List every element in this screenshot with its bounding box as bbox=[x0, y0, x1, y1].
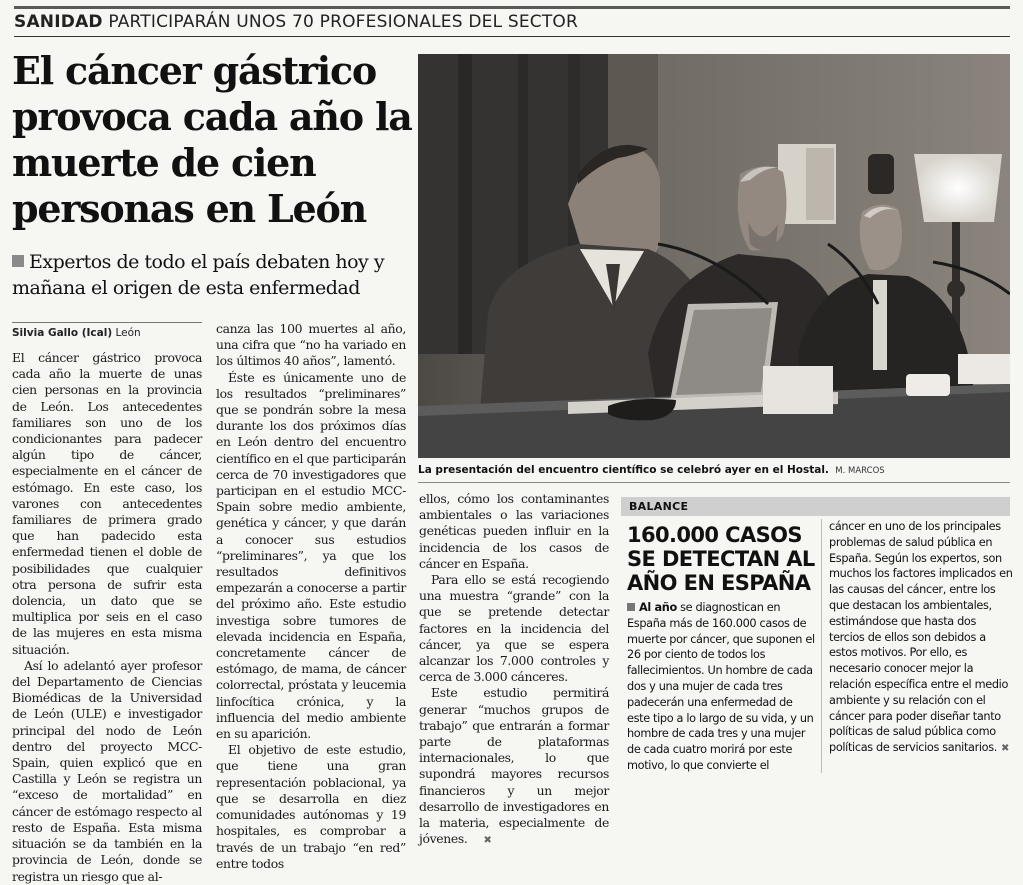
photo-credit: M. MARCOS bbox=[835, 466, 885, 476]
body-column-2 bbox=[216, 321, 406, 872]
caption-text: La presentación del encuentro científico se celebró ayer en el Hostal. bbox=[418, 464, 829, 476]
bullet-square-icon bbox=[627, 603, 635, 611]
paragraph bbox=[419, 685, 609, 849]
balance-text-left bbox=[627, 600, 817, 774]
top-rule bbox=[14, 6, 1010, 9]
balance-text: se diagnostican en España más de 160.000 casos de muerte por cáncer, que suponen el 26 por ciento de todos los fallecimientos. Un hombre de cada dos y una mujer de cada tres padecerán una enfermedad de este tipo a lo largo de su vida, y un hombre de cada tres y una mujer de cada cuatro morirá por este motivo, lo que convierte el bbox=[627, 601, 815, 772]
paragraph bbox=[829, 519, 1014, 757]
paragraph: canza las 100 muertes al año, una cifra que “no ha variado en los últimos 40 años”, lamentó. bbox=[216, 321, 406, 369]
byline-author: Silvia Gallo (Ical) bbox=[12, 327, 113, 339]
section-label: SANIDAD bbox=[14, 12, 103, 32]
balance-text: cáncer en uno de los principales problemas de salud pública en España. Según los expertos, son muchos los factores implicados en las causas del cáncer, entre los que destacan los ambientales, estimándose que hasta dos tercios de ellos son debidos a estos motivos. Por ello, es necesario conocer mejor la relación específica entre el medio ambiente y su relación con el cáncer para poder diseñar tanto políticas de salud pública como políticas de servicios sanitarios. bbox=[829, 520, 1013, 755]
section-header bbox=[14, 12, 578, 32]
column-divider bbox=[821, 519, 822, 773]
paragraph: El cáncer gástrico provoca cada año la muerte de unas cien personas en la provincia de León. Los antecedentes familiares son uno de los condicionantes para padecer algún tipo de cáncer, especialmente en el cáncer de estómago. En este caso, los varones con antecedentes familiares de primera grado que han padecido esta enfermedad tienen el doble de posibilidades que cualquier otra persona de sufrir esta dolencia, un dato que se multiplica por seis en el caso de las mujeres en esta misma situación. bbox=[12, 350, 202, 657]
end-mark-icon: ✖ bbox=[1001, 743, 1010, 755]
section-rule bbox=[14, 36, 1010, 37]
byline-rule bbox=[12, 322, 202, 323]
section-kicker: PARTICIPARÁN UNOS 70 PROFESIONALES DEL SECTOR bbox=[108, 12, 579, 32]
paragraph: Para ello se está recogiendo una muestra “grande” con la que se pretende detectar factores en la incidencia del cáncer, ya que se espera alcanzar los 7.000 controles y cerca de 3.000 cánceres. bbox=[419, 572, 609, 685]
subhead bbox=[12, 249, 412, 301]
byline-place: León bbox=[115, 327, 141, 339]
photo-caption bbox=[418, 464, 1010, 476]
paragraph: El objetivo de este estudio, que tiene una gran representación poblacional, ya que se desarrolla en diez comunidades autónomas y 19 hospitales, es comprobar a través de un trabajo “en red” entre todos bbox=[216, 742, 406, 871]
balance-label: BALANCE bbox=[629, 500, 689, 513]
body-column-1 bbox=[12, 350, 202, 885]
paragraph bbox=[627, 600, 817, 774]
paragraph: Así lo adelantó ayer profesor del Departamento de Ciencias Biomédicas de la Universidad de León (ULE) e investigador principal del nodo de León dentro del proyecto MCC-Spain, quien explicó que en Castilla y León se registra un “exceso de mortalidad” en cáncer de estómago respecto al resto de España. Esta misma situación se da también en la provincia de León, donde se registra un riesgo que al- bbox=[12, 657, 202, 884]
press-photo bbox=[418, 54, 1010, 458]
body-column-3 bbox=[419, 491, 609, 849]
paragraph: ellos, cómo los contaminantes ambientales o las variaciones genéticas pueden influir en la incidencia de los casos de cáncer en España. bbox=[419, 491, 609, 571]
paragraph-text: Este estudio permitirá generar “muchos grupos de trabajo” que entrarán a formar parte de plataformas internacionales, lo que supondrá mayores recursos financieros y un mejor desarrollo de investigadores en la materia, especialmente de jóvenes. bbox=[419, 685, 609, 847]
balance-lead: Al año bbox=[639, 601, 677, 614]
headline: El cáncer gástrico provoca cada año la muerte de cien personas en León bbox=[12, 48, 412, 231]
bullet-square-icon bbox=[12, 255, 24, 267]
balance-text-right bbox=[829, 519, 1014, 757]
end-mark-icon: ✖ bbox=[483, 835, 492, 847]
paragraph: Éste es únicamente uno de los resultados “preliminares” que se pondrán sobre la mesa durante los dos próximos días en León dentro del encuentro científico en el que participarán cerca de 70 investigadores que participan en el estudio MCC-Spain sobre medio ambiente, genética y cáncer, y que darán a conocer sus estudios “preliminares”, ya que los resultados definitivos empezarán a conocerse a partir del próximo año. Este estudio investiga sobre tumores de elevada incidencia en España, concretamente cáncer de estómago, de mama, de cáncer colorrectal, próstata y leucemia linfocítica crónica, y la influencia del medio ambiente en su aparición. bbox=[216, 369, 406, 742]
caption-rule bbox=[418, 482, 1010, 483]
byline bbox=[12, 327, 141, 339]
subhead-text: Expertos de todo el país debaten hoy y mañana el origen de esta enfermedad bbox=[12, 251, 385, 299]
press-photo-illustration bbox=[418, 54, 1010, 458]
balance-title: 160.000 CASOS SE DETECTAN AL AÑO EN ESPAÑA bbox=[627, 523, 815, 595]
